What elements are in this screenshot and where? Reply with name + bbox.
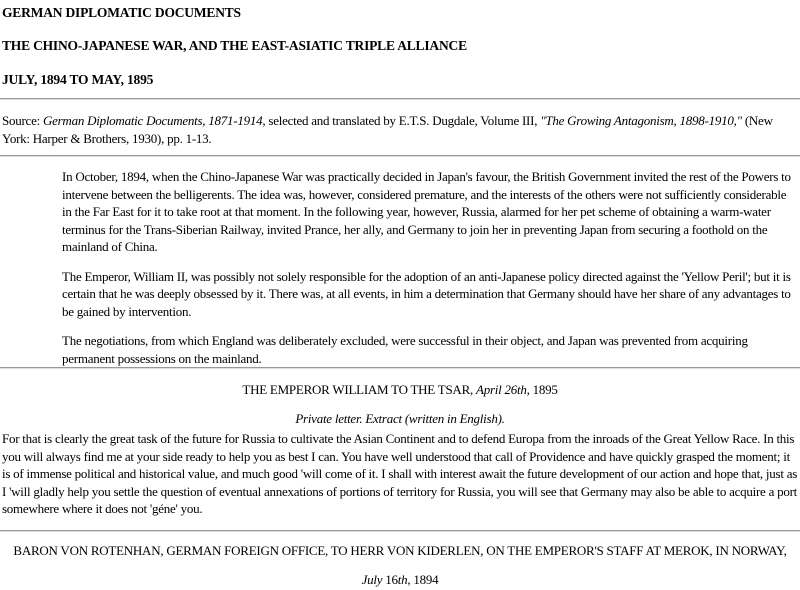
document-title-text: THE EMPEROR WILLIAM TO THE TSAR, xyxy=(242,382,476,397)
volume-title: "The Growing Antagonism, 1898-1910," xyxy=(540,113,742,128)
note-text: Private letter. Extract (written in English). xyxy=(295,411,505,426)
date-year: , 1894 xyxy=(407,572,439,587)
intro-paragraph: The Emperor, William II, was possibly not solely responsible for the adoption of an anti-Japanese policy directed against the 'Yellow Peril'; but it is certain that he was deeply obsessed by it. There was, at all events, in him a determination that Germany should have her share of any advantages to be gained by intervention. xyxy=(62,268,791,319)
source-text: (New York: Harper & Brothers, 1930), pp. 1-13. xyxy=(2,113,773,146)
document-date xyxy=(0,571,800,589)
source-citation xyxy=(2,112,796,147)
document-title xyxy=(0,381,800,399)
intro-blockquote xyxy=(62,168,796,367)
source-text: , selected and translated by E.T.S. Dugdale, Volume III, xyxy=(262,113,541,128)
document-note xyxy=(0,410,800,428)
document-date: April 26th, xyxy=(476,382,530,397)
document-year: 1895 xyxy=(529,382,558,397)
date-day: 16 xyxy=(382,572,398,587)
date-month: July xyxy=(361,572,383,587)
document-body: For that is clearly the great task of the future for Russia to cultivate the Asian Continent and to defend Europa from the inroads of the Great Yellow Race. In this you will always find me at your side ready to help you as best I can. You have well understood that call of Providence and have quickly grasped the moment; it is of immense political and historical value, and much good 'will come of it. I shall with interest await the future development of our action and hope that, just as I 'will gladly help you settle the question of eventual annexations of portions of territory for Russia, you will see that Germany may also be able to acquire a port somewhere where it does not 'géne' you. xyxy=(2,431,798,516)
divider xyxy=(0,98,800,100)
heading-2: THE CHINO-JAPANESE WAR, AND THE EAST-ASIATIC TRIPLE ALLIANCE xyxy=(2,38,467,53)
source-title: German Diplomatic Documents, 1871-1914 xyxy=(42,113,263,128)
intro-paragraph: In October, 1894, when the Chino-Japanese War was practically decided in Japan's favour, the British Government invited the rest of the Powers to intervene between the belligerents. The idea was, however, considered premature, and the interests of the others were not sufficiently considerable in the Far East for it to take root at that moment. In the following year, however, Russia, alarmed for her pet scheme of obtaining a warm-water terminus for the Trans-Siberian Railway, invited Prance, her ally, and Germany to join her in preventing Japan from securing a foothold on the mainland of China. xyxy=(62,169,791,254)
divider xyxy=(0,155,800,157)
date-suffix: th xyxy=(397,572,408,587)
intro-paragraph: The negotiations, from which England was deliberately excluded, were successful in their object, and Japan was prevented from acquiring permanent possessions on the mainland. xyxy=(62,333,748,366)
heading-1: GERMAN DIPLOMATIC DOCUMENTS xyxy=(2,5,241,20)
heading-3: JULY, 1894 TO MAY, 1895 xyxy=(2,72,154,87)
divider xyxy=(0,367,800,369)
divider xyxy=(0,530,800,532)
document-title: BARON VON ROTENHAN, GERMAN FOREIGN OFFICE, TO HERR VON KIDERLEN, ON THE EMPEROR'S STAFF AT MEROK, IN NORWAY, xyxy=(13,543,787,558)
source-label: Source: xyxy=(2,113,43,128)
